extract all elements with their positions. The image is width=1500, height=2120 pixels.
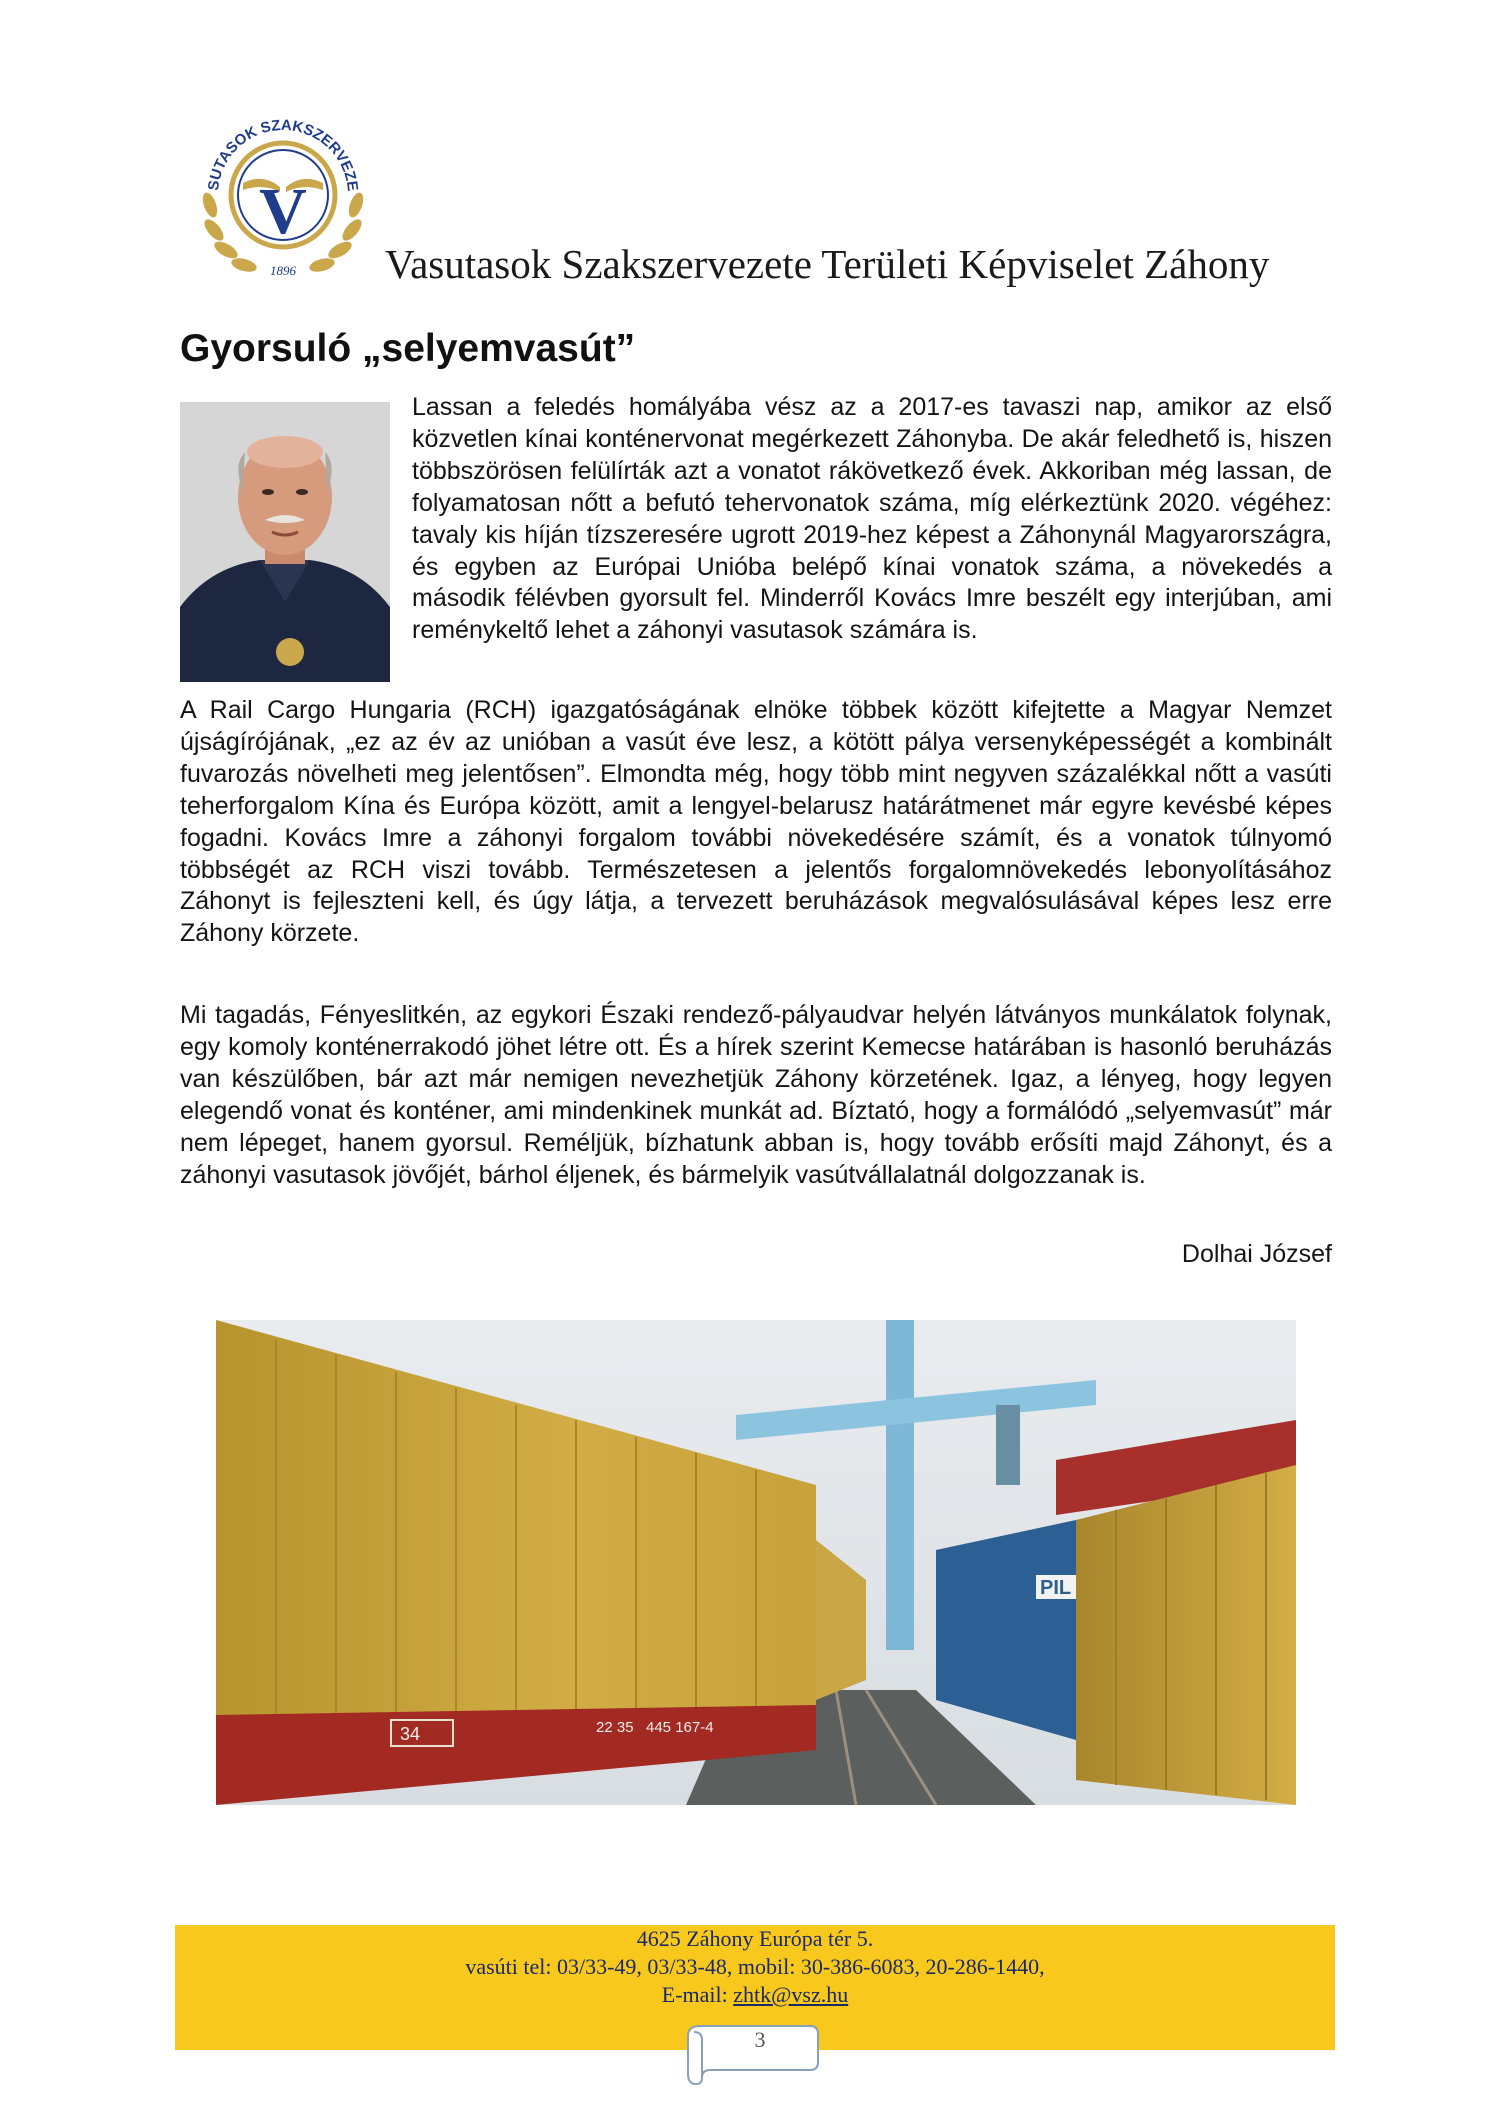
footer-address: 4625 Záhony Európa tér 5.: [636, 1926, 874, 1951]
wagon-number-1: 34: [400, 1724, 421, 1744]
logo-arc-text: SUTASOK SZAKSZERVEZE: [205, 116, 361, 193]
author-portrait: [180, 402, 390, 682]
footer-email-link[interactable]: zhtk@vsz.hu: [733, 1982, 849, 2007]
footer-email-line: [175, 1981, 1335, 2009]
wagon-number-2: 22 35: [596, 1719, 634, 1736]
container-train-photo: [216, 1320, 1296, 1805]
footer-phones: vasúti tel: 03/33-49, 03/33-48, mobil: 30-386-6083, 20-286-1440,: [465, 1954, 1045, 1979]
footer-email-label: E-mail:: [661, 1982, 728, 2007]
logo-letter: V: [259, 175, 307, 248]
logo-year: 1896: [270, 263, 296, 278]
article-author: Dolhai József: [1181, 1240, 1332, 1268]
article-paragraph-2: A Rail Cargo Hungaria (RCH) igazgatóságának elnöke többek között kifejtette a Magyar Nemzet újságírójának, „ez az év az unióban a vasút éve lesz, a kötött pálya versenyképességét a kombinált fuvarozás növelheti meg jelentősen”. Elmondta még, hogy több mint negyven százalékkal nőtt a vasúti teherforgalom Kína és Európa között, amit a lengyel-belarusz határátmenet már egyre kevésbé képes fogadni. Kovács Imre a záhonyi forgalom további növekedésére számít, és a vonatok túlnyomó többségét az RCH viszi tovább. Természetesen a jelentős forgalomnövekedés lebonyolításához Záhonyt is fejleszteni kell, és úgy látja, a tervezett beruházások megvalósulásával képes lesz erre Záhony körzete.: [180, 696, 1332, 948]
article-paragraph-3: Mi tagadás, Fényeslitkén, az egykori Északi rendező-pályaudvar helyén látványos munkálatok folynak, egy komoly konténerrakodó jöhet létre ott. És a hírek szerint Kemecse határában is hasonló beruházás van készülőben, bár azt már nemigen nevezhetjük Záhony körzetének. Igaz, a lényeg, hogy legyen elegendő vonat és konténer, ami mindenkinek munkát ad. Bíztató, hogy a formálódó „selyemvasút” már nem lépeget, hanem gyorsul. Reméljük, bízhatunk abban is, hogy tovább erősíti majd Záhonyt, és a záhonyi vasutasok jövőjét, bárhol éljenek, és bármelyik vasútvállalatnál dolgozzanak is.: [180, 1001, 1332, 1189]
wagon-number-3: 445 167-4: [646, 1719, 714, 1736]
article-paragraph-1: Lassan a feledés homályába vész az a 2017-es tavaszi nap, amikor az első közvetlen kínai konténervonat megérkezett Záhonyba. De akár feledhető is, hiszen többszörösen felülírták azt a vonatot rákövetkező évek. Akkoriban még lassan, de folyamatosan nőtt a befutó tehervonatok száma, míg elérkeztünk 2020. végéhez: tavaly kis híján tízszeresére ugrott 2019-hez képest a Záhonynál Magyarországra, és egyben az Európai Unióba belépő kínai vonatok száma, a növekedés a második félévben gyorsult fel. Minderről Kovács Imre beszélt egy interjúban, ami reménykeltő lehet a záhonyi vasutasok számára is.: [412, 393, 1332, 645]
organization-name: Vasutasok Szakszervezete Területi Képviselet Záhony: [385, 241, 1270, 287]
container-brand: PIL: [1040, 1577, 1072, 1599]
union-logo: [188, 95, 378, 285]
article-title: Gyorsuló „selyemvasút”: [180, 327, 636, 370]
page-number: 3: [754, 2027, 766, 2052]
